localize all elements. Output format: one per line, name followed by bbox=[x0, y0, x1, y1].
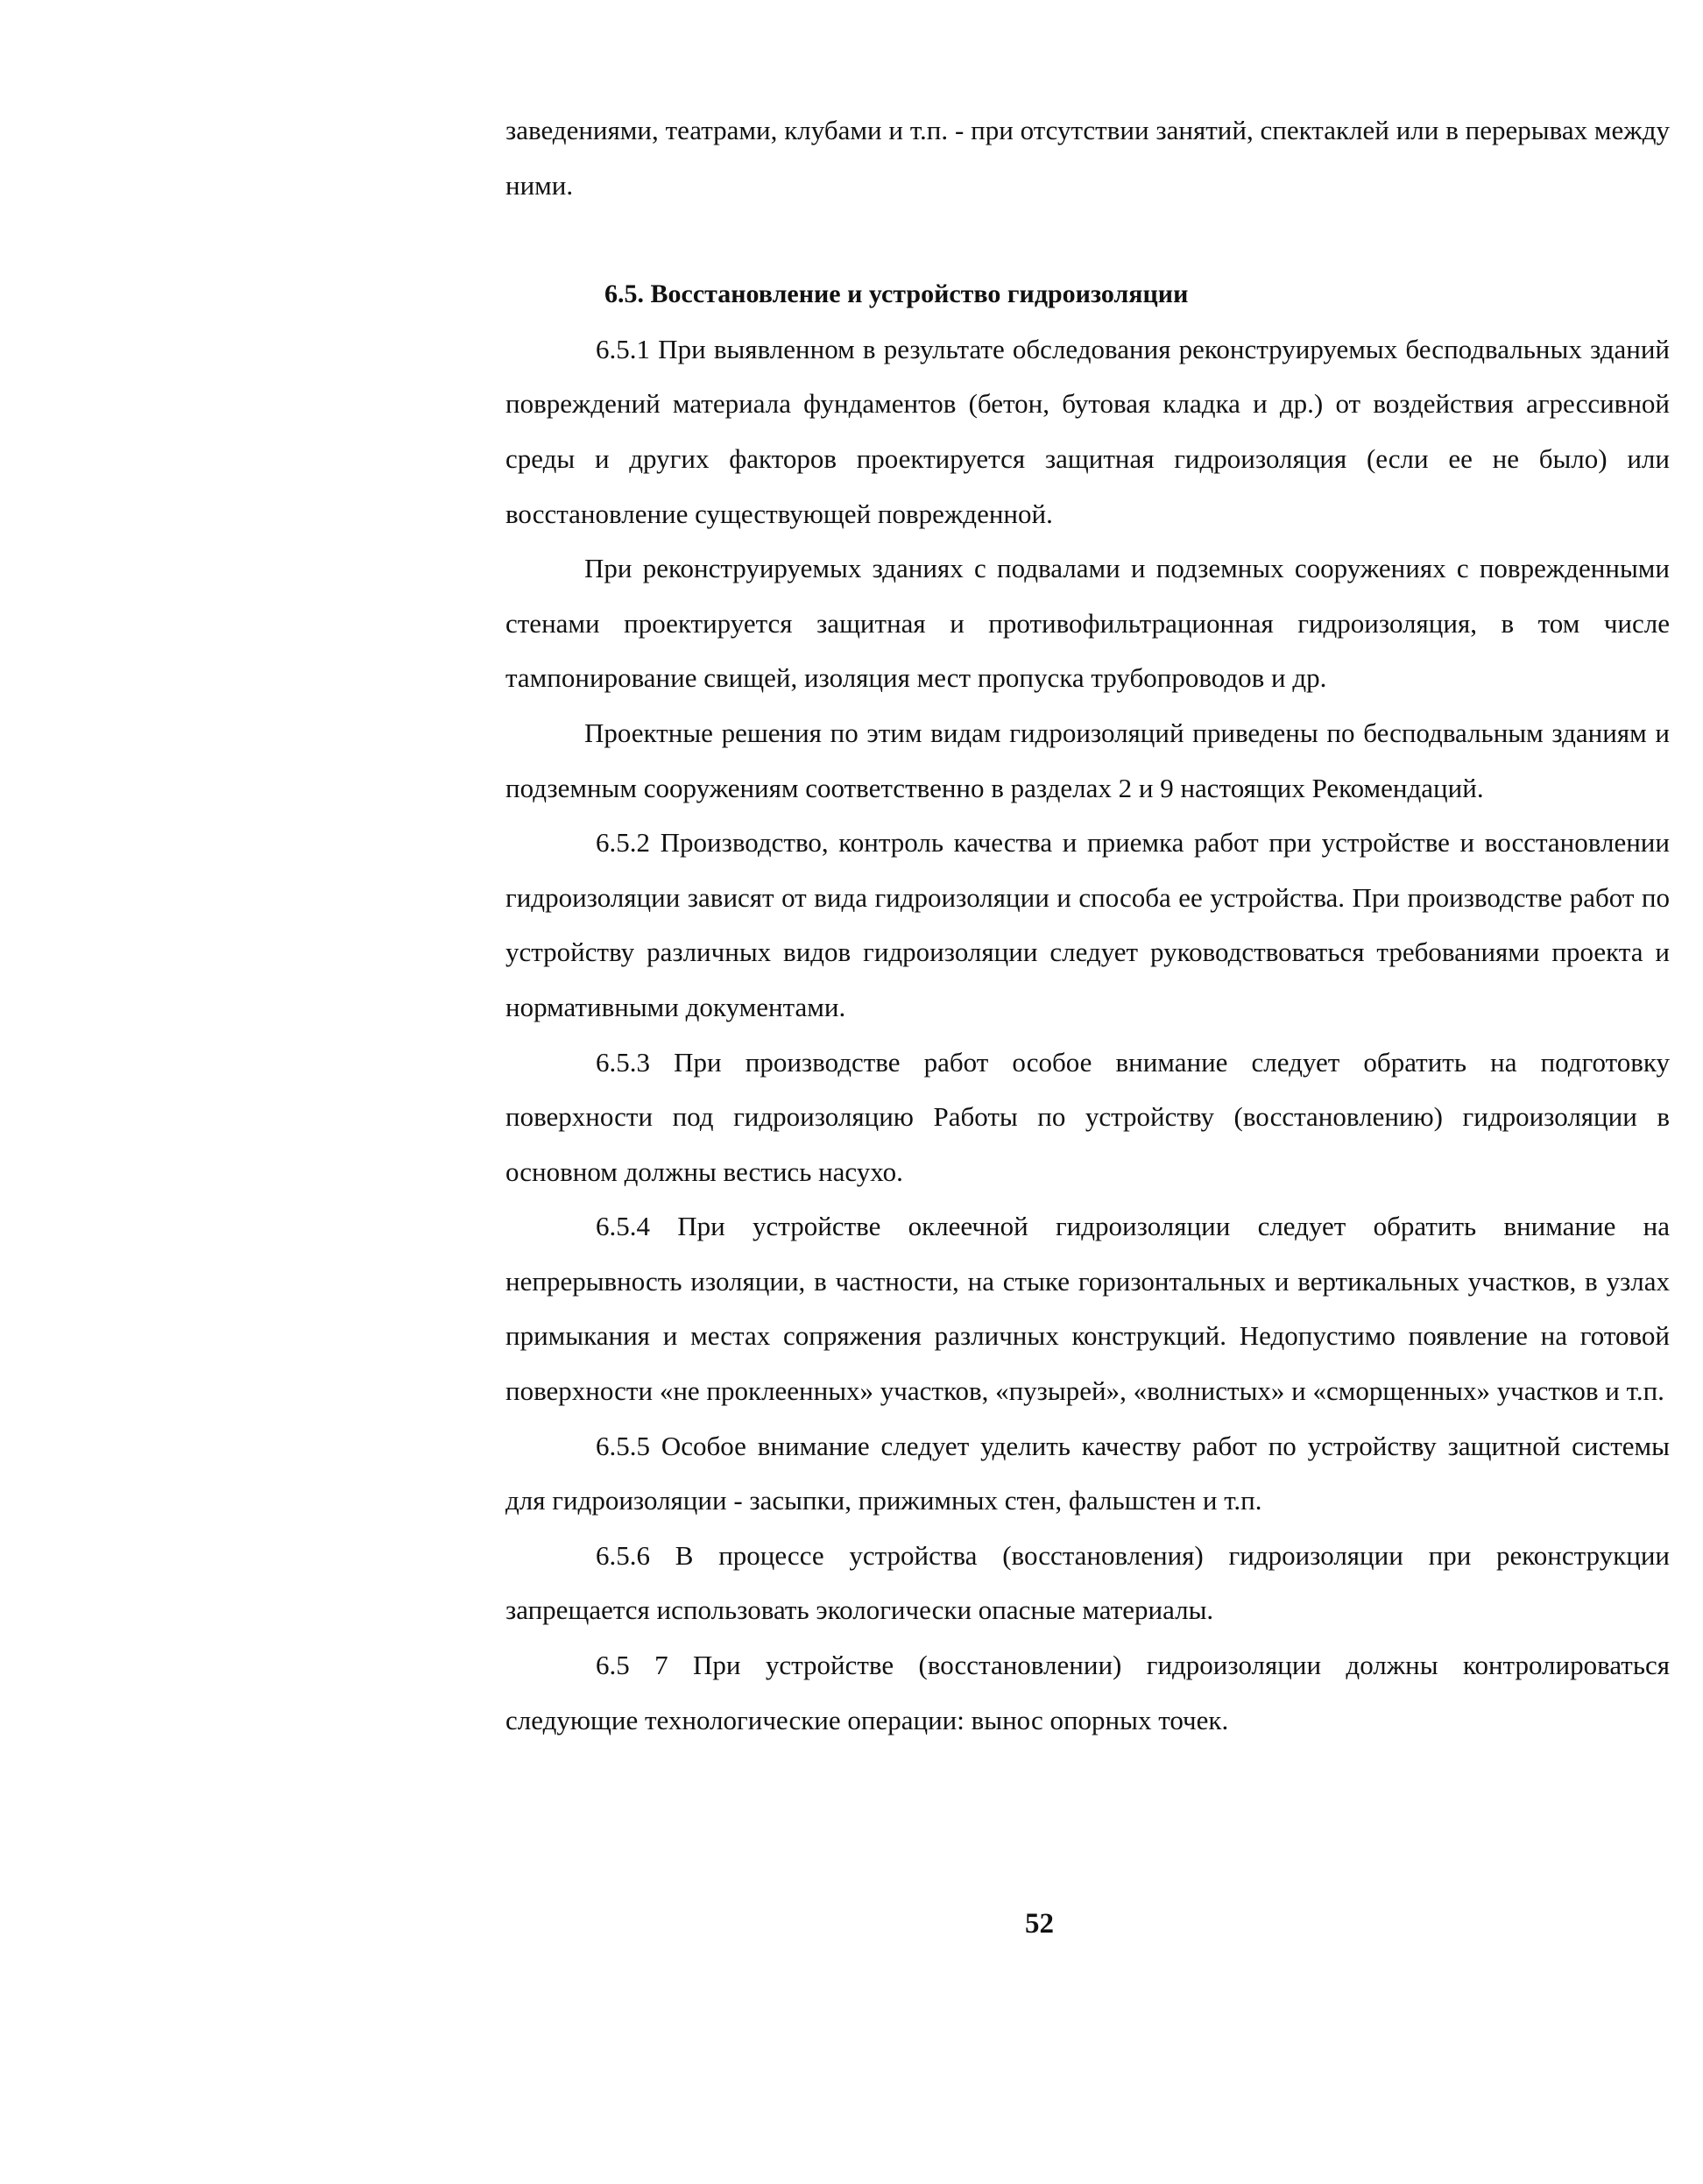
page-number: 52 bbox=[1025, 1908, 1054, 1940]
paragraph-6-5-4: 6.5.4 При устройстве оклеечной гидроизоляции следует обратить внимание на непрерывность изоляции, в частности, на стыке горизонтальных и вертикальных участков, в узлах примыкания и местах сопряжения различных конструкций. Недопустимо появление на готовой поверхности «не проклеенных» участков, «пузырей», «волнистых» и «сморщенных» участков и т.п. bbox=[505, 1211, 1670, 1407]
paragraph-6-5-2: 6.5.2 Производство, контроль качества и приемка работ при устройстве и восстановлении гидроизоляции зависят от вида гидроизоляции и способа ее устройства. При производстве работ по устройству различных видов гидроизоляции следует руководствоваться требованиями проекта и нормативными документами. bbox=[505, 827, 1670, 1022]
section-heading: 6.5. Восстановление и устройство гидроизоляции bbox=[604, 279, 1189, 309]
paragraph-6-5-3: 6.5.3 При производстве работ особое внимание следует обратить на подготовку поверхности под гидроизоляцию Работы по устройству (восстановлению) гидроизоляции в основном должны вестись насухо. bbox=[505, 1046, 1670, 1187]
paragraph-6-5-1-b: При реконструируемых зданиях с подвалами и подземных сооружениях с поврежденными стенами проектируется защитная и противофильтрационная гидроизоляция, в том числе тампонирование свищей, изоляция мест пропуска трубопроводов и др. bbox=[505, 553, 1670, 694]
paragraph-6-5-1: 6.5.1 При выявленном в результате обследования реконструируемых бесподвальных зданий повреждений материала фундаментов (бетон, бутовая кладка и др.) от воздействия агрессивной среды и других факторов проектируется защитная гидроизоляция (если ее не было) или восстановление существующей поврежденной. bbox=[505, 333, 1670, 529]
paragraph-6-5-6: 6.5.6 В процессе устройства (восстановления) гидроизоляции при реконструкции запрещается использовать экологически опасные материалы. bbox=[505, 1539, 1670, 1626]
paragraph-6-5-7: 6.5 7 При устройстве (восстановлении) гидроизоляции должны контролироваться следующие технологические операции: вынос опорных точек. bbox=[505, 1650, 1670, 1735]
paragraph-6-5-1-c: Проектные решения по этим видам гидроизоляций приведены по бесподвальным зданиям и подземным сооружениям соответственно в разделах 2 и 9 настоящих Рекомендаций. bbox=[505, 717, 1670, 803]
paragraph-continuation: заведениями, театрами, клубами и т.п. - при отсутствии занятий, спектаклей или в перерывах между ними. bbox=[505, 115, 1670, 201]
paragraph-6-5-5: 6.5.5 Особое внимание следует уделить качеству работ по устройству защитной системы для гидроизоляции - засыпки, прижимных стен, фальшстен и т.п. bbox=[505, 1430, 1670, 1516]
document-page bbox=[505, 103, 1670, 1748]
